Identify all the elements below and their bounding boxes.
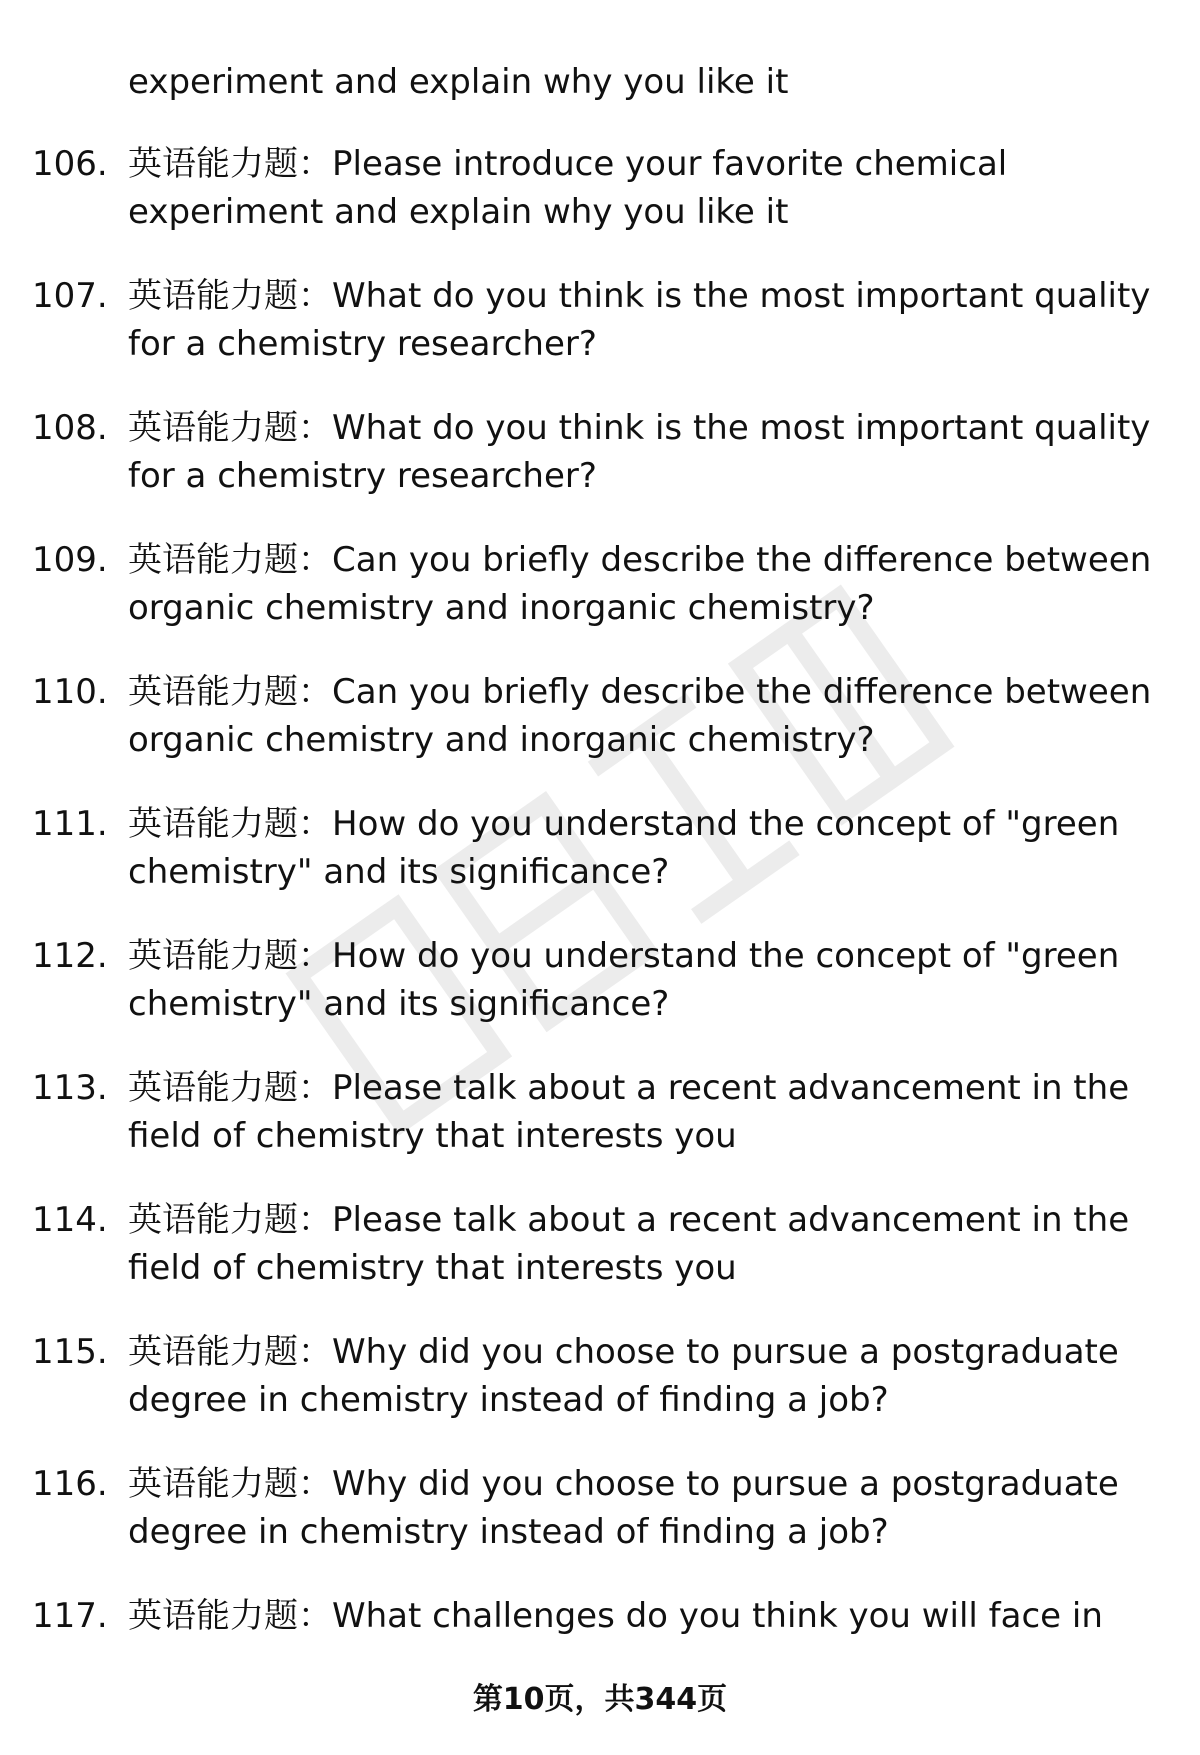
question-number: 108. xyxy=(32,408,108,448)
question-category: 英语能力题： xyxy=(128,1596,332,1636)
question-number: 107. xyxy=(32,276,108,316)
question-category: 英语能力题： xyxy=(128,672,332,712)
question-number: 109. xyxy=(32,540,108,580)
list-item xyxy=(0,1064,1200,1196)
question-text: Why did you choose to pursue a postgraduate degree in chemistry instead of finding a job? xyxy=(128,1464,1119,1552)
list-item xyxy=(0,1460,1200,1592)
question-number: 117. xyxy=(32,1596,108,1636)
question-number: 110. xyxy=(32,672,108,712)
question-number: 106. xyxy=(32,144,108,184)
question-list xyxy=(0,140,1200,1724)
list-item xyxy=(0,272,1200,404)
question-text: How do you understand the concept of "green chemistry" and its significance? xyxy=(128,804,1120,892)
question-text: Please talk about a recent advancement in the field of chemistry that interests you xyxy=(128,1068,1130,1156)
question-text: What do you think is the most important quality for a chemistry researcher? xyxy=(128,276,1151,364)
question-text: Please talk about a recent advancement in the field of chemistry that interests you xyxy=(128,1200,1130,1288)
question-body xyxy=(128,272,1173,368)
list-item xyxy=(0,140,1200,272)
question-body xyxy=(128,1064,1173,1160)
question-body xyxy=(128,404,1173,500)
question-number: 111. xyxy=(32,804,108,844)
question-category: 英语能力题： xyxy=(128,1068,332,1108)
question-text: Can you briefly describe the difference between organic chemistry and inorganic chemistry? xyxy=(128,672,1152,760)
question-body xyxy=(128,1592,1173,1640)
question-text: Why did you choose to pursue a postgraduate degree in chemistry instead of finding a job? xyxy=(128,1332,1119,1420)
question-text: Please introduce your favorite chemical experiment and explain why you like it xyxy=(128,144,1008,232)
question-body xyxy=(128,1328,1173,1424)
question-text: How do you understand the concept of "green chemistry" and its significance? xyxy=(128,936,1120,1024)
question-category: 英语能力题： xyxy=(128,1464,332,1504)
list-item xyxy=(0,404,1200,536)
question-category: 英语能力题： xyxy=(128,540,332,580)
question-number: 116. xyxy=(32,1464,108,1504)
list-item xyxy=(0,668,1200,800)
question-body xyxy=(128,932,1173,1028)
list-item xyxy=(0,1196,1200,1328)
question-text: Can you briefly describe the difference between organic chemistry and inorganic chemistry? xyxy=(128,540,1152,628)
question-body xyxy=(128,668,1173,764)
question-body xyxy=(128,800,1173,896)
question-category: 英语能力题： xyxy=(128,144,332,184)
question-body xyxy=(128,1196,1173,1292)
question-category: 英语能力题： xyxy=(128,1332,332,1372)
question-number: 114. xyxy=(32,1200,108,1240)
question-category: 英语能力题： xyxy=(128,276,332,316)
question-body xyxy=(128,140,1173,236)
question-category: 英语能力题： xyxy=(128,1200,332,1240)
question-category: 英语能力题： xyxy=(128,804,332,844)
list-item xyxy=(0,932,1200,1064)
list-item xyxy=(0,536,1200,668)
question-category: 英语能力题： xyxy=(128,408,332,448)
question-text: What do you think is the most important quality for a chemistry researcher? xyxy=(128,408,1151,496)
question-number: 112. xyxy=(32,936,108,976)
page-footer: 第10页，共344页 xyxy=(472,1682,728,1717)
list-item xyxy=(0,1328,1200,1460)
question-body xyxy=(128,536,1173,632)
question-body xyxy=(128,1460,1173,1556)
list-item xyxy=(0,800,1200,932)
question-number: 113. xyxy=(32,1068,108,1108)
continuation-text: experiment and explain why you like it xyxy=(128,62,789,102)
question-category: 英语能力题： xyxy=(128,936,332,976)
question-number: 115. xyxy=(32,1332,108,1372)
question-text: What challenges do you think you will face in xyxy=(332,1596,1103,1636)
